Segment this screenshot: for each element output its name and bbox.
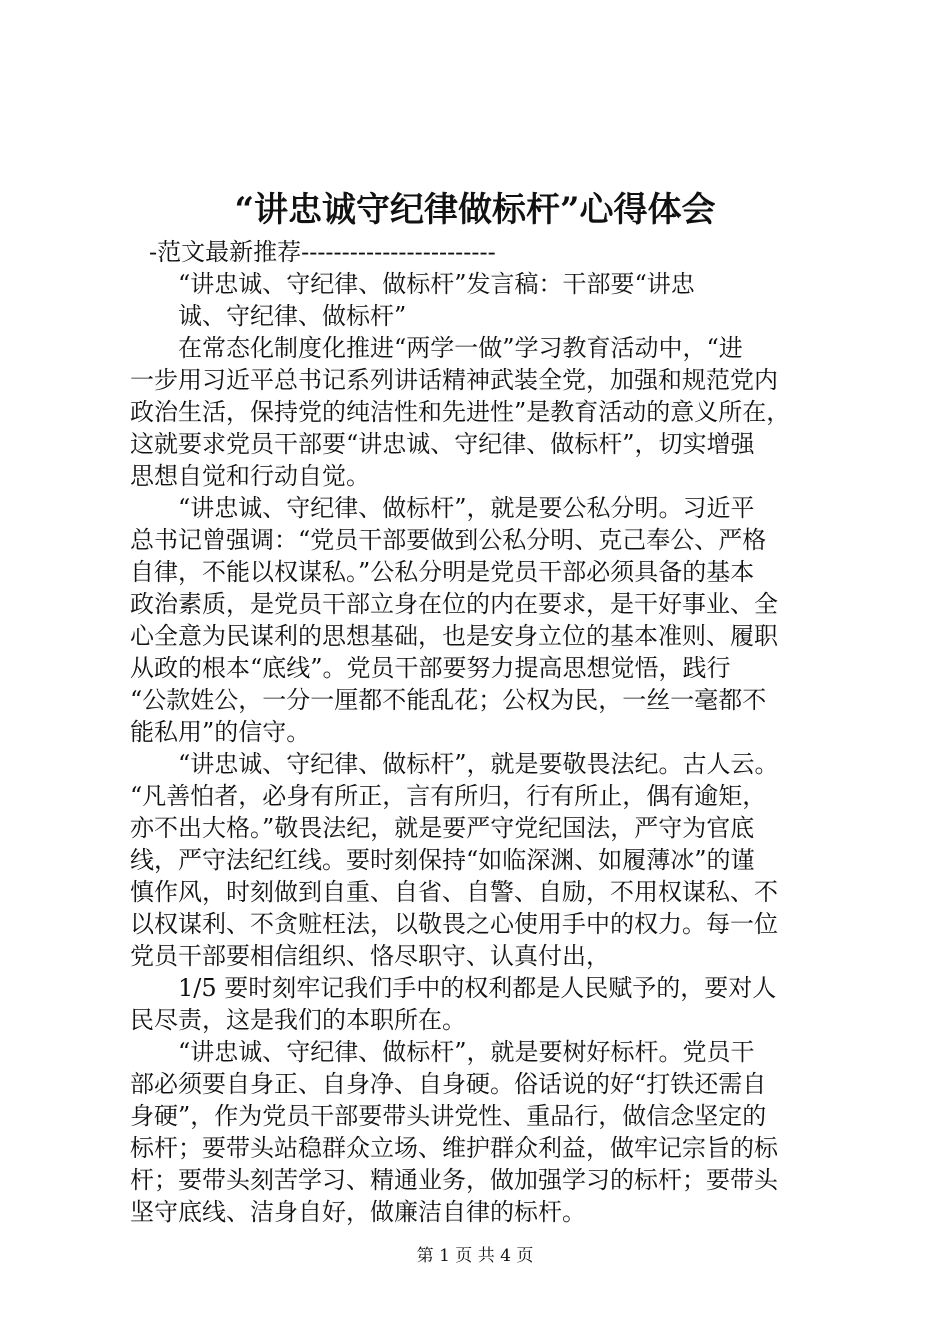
text-line: “讲忠诚、守纪律、做标杆”，就是要敬畏法纪。古人云。 [178, 750, 779, 778]
text-line: 政治素质，是党员干部立身在位的内在要求，是干好事业、全 [130, 590, 778, 618]
page-number-footer: 第 1 页 共 4 页 [416, 1246, 534, 1266]
text-line: “讲忠诚、守纪律、做标杆”，就是要公私分明。习近平 [178, 494, 755, 522]
text-line: 思想自觉和行动自觉。 [130, 462, 370, 490]
paragraph-4 [130, 972, 830, 1036]
text-line: 从政的根本“底线”。党员干部要努力提高思想觉悟，践行 [130, 654, 731, 682]
text-line: 坚守底线、洁身自好，做廉洁自律的标杆。 [130, 1198, 586, 1226]
paragraph-2 [130, 492, 830, 748]
text-line: “公款姓公，一分一厘都不能乱花；公权为民，一丝一毫都不 [130, 686, 767, 714]
text-line: 自律，不能以权谋私。”公私分明是党员干部必须具备的基本 [130, 558, 755, 586]
text-line: 标杆；要带头站稳群众立场、维护群众利益，做牢记宗旨的标 [130, 1134, 778, 1162]
subtitle-line: 诚、守纪律、做标杆” [178, 302, 407, 330]
paragraph-3 [130, 748, 830, 972]
text-line: 亦不出大格。”敬畏法纪，就是要严守党纪国法，严守为官底 [130, 814, 755, 842]
text-line: 这就要求党员干部要“讲忠诚、守纪律、做标杆”，切实增强 [130, 430, 755, 458]
text-line: 1/5 要时刻牢记我们手中的权利都是人民赋予的，要对人 [178, 974, 777, 1002]
text-line: 能私用”的信守。 [130, 718, 311, 746]
recommend-line: -范文最新推荐------------------------ [149, 238, 496, 266]
text-line: 民尽责，这是我们的本职所在。 [130, 1006, 466, 1034]
text-line: 杆；要带头刻苦学习、精通业务，做加强学习的标杆；要带头 [130, 1166, 778, 1194]
text-line: 总书记曾强调：“党员干部要做到公私分明、克己奉公、严格 [130, 526, 767, 554]
text-line: 部必须要自身正、自身净、自身硬。俗话说的好“打铁还需自 [130, 1070, 767, 1098]
paragraph-1 [130, 332, 830, 492]
text-line: 心全意为民谋利的思想基础，也是安身立位的基本准则、履职 [130, 622, 778, 650]
text-line: “讲忠诚、守纪律、做标杆”，就是要树好标杆。党员干 [178, 1038, 755, 1066]
text-line: “凡善怕者，必身有所正，言有所归，行有所止，偶有逾矩， [130, 782, 767, 810]
text-line: 线，严守法纪红线。要时刻保持“如临深渊、如履薄冰”的谨 [130, 846, 755, 874]
page-title: “讲忠诚守纪律做标杆”心得体会 [234, 190, 716, 230]
text-line: 以权谋利、不贪赃枉法，以敬畏之心使用手中的权力。每一位 [130, 910, 778, 938]
text-line: 在常态化制度化推进“两学一做”学习教育活动中，“进 [178, 334, 743, 362]
subtitle-line: “讲忠诚、守纪律、做标杆”发言稿：干部要“讲忠 [178, 270, 695, 298]
paragraph-5 [130, 1036, 830, 1228]
text-line: 党员干部要相信组织、恪尽职守、认真付出， [130, 942, 610, 970]
text-line: 政治生活，保持党的纯洁性和先进性”是教育活动的意义所在， [130, 398, 791, 426]
text-line: 慎作风，时刻做到自重、自省、自警、自励，不用权谋私、不 [130, 878, 778, 906]
text-line: 一步用习近平总书记系列讲话精神武装全党，加强和规范党内 [130, 366, 778, 394]
text-line: 身硬”，作为党员干部要带头讲党性、重品行，做信念坚定的 [130, 1102, 767, 1130]
document-body [130, 236, 830, 1228]
